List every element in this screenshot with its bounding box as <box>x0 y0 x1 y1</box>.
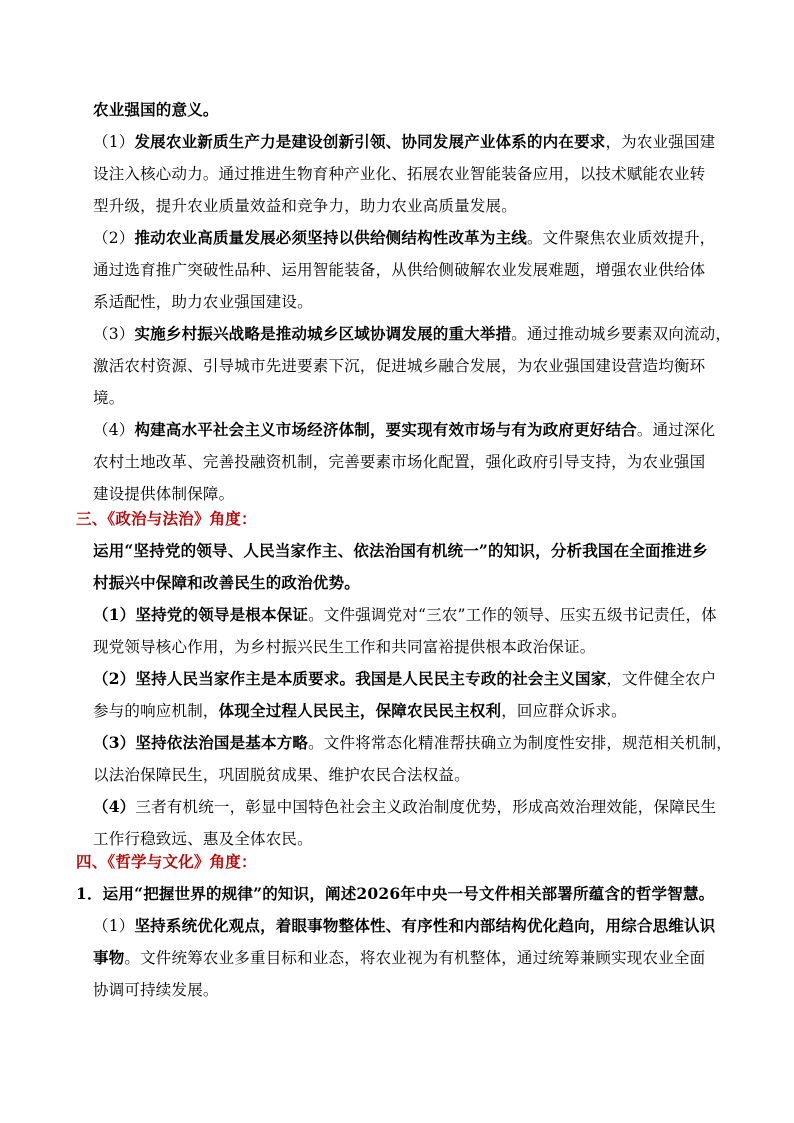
politics-point-1-text: 。文件强调党对“三农”工作的领导、压实五级书记责任，体 <box>308 606 717 624</box>
econ-point-2-number: （2） <box>93 229 135 247</box>
econ-point-4-bold: 构建高水平社会主义市场经济体制，要实现有效市场与有为政府更好结合 <box>134 420 637 439</box>
philosophy-point-1-line-3: 协调可持续发展。 <box>93 981 219 999</box>
politics-point-3-text: 。文件将常态化精准帮扶确立为制度性安排，规范相关机制， <box>308 734 732 752</box>
econ-point-3-number: （3） <box>93 325 135 343</box>
politics-point-4-text: 三者有机统一，彰显中国特色社会主义政治制度优势，形成高效治理效能，保障民生 <box>135 798 717 816</box>
politics-point-2-bold-b: 体现全过程人民民主，保障农民民主权利 <box>218 701 502 720</box>
politics-point-2-text-b: 参与的响应机制， <box>93 702 219 720</box>
philosophy-point-1-number: （1） <box>93 917 135 935</box>
philosophy-point-1-bold-a: 坚持系统优化观点，着眼事物整体性、有序性和内部结构优化趋向，用综合思维认识 <box>134 916 716 935</box>
econ-point-2-line-1 <box>93 228 715 248</box>
econ-point-1-line-3: 型升级，提升农业质量效益和竞争力，助力农业高质量发展。 <box>93 197 517 215</box>
econ-point-2-line-3: 系适配性，助力农业强国建设。 <box>93 293 313 311</box>
philosophy-point-1-bold-b: 事物 <box>93 948 125 967</box>
politics-point-1-bold: 坚持党的领导是根本保证 <box>135 605 309 624</box>
politics-point-1-number: （1） <box>93 605 136 624</box>
philosophy-point-1-line-1 <box>93 916 715 936</box>
econ-point-2-line-2: 通过选育推广突破性品种、运用智能装备，从供给侧破解农业发展难题，增强农业供给体 <box>93 261 706 279</box>
politics-point-2-line-2 <box>93 701 627 721</box>
econ-point-1-line-1 <box>93 132 715 152</box>
politics-point-1-line-1 <box>93 605 717 625</box>
politics-question-line-1: 运用“坚持党的领导、人民当家作主、依法治国有机统一”的知识，分析我国在全面推进乡 <box>93 541 708 560</box>
econ-point-4-line-1 <box>93 420 715 440</box>
politics-point-4-line-2: 工作行稳致远、惠及全体农民。 <box>93 830 313 848</box>
section-intro-tail: 农业强国的意义。 <box>93 100 219 119</box>
econ-point-4-text: 。通过深化 <box>636 421 716 439</box>
econ-point-1-text: ，为农业强国建 <box>605 133 716 151</box>
politics-point-3-bold: 坚持依法治国是基本方略 <box>135 733 309 752</box>
politics-question-line-2: 村振兴中保障和改善民生的政治优势。 <box>93 573 360 592</box>
econ-point-2-bold: 推动农业高质量发展必须坚持以供给侧结构性改革为主线 <box>134 228 527 247</box>
econ-point-3-line-3: 境。 <box>93 389 125 407</box>
politics-point-3-line-2: 以法治保障民生，巩固脱贫成果、维护农民合法权益。 <box>93 766 470 784</box>
politics-point-2-line-1 <box>93 669 716 689</box>
politics-point-2-bold-a: 坚持人民当家作主是本质要求。我国是人民民主专政的社会主义国家 <box>135 669 607 688</box>
econ-point-3-bold: 实施乡村振兴战略是推动城乡区域协调发展的重大举措 <box>134 324 512 343</box>
politics-point-4-number: （4） <box>93 797 136 816</box>
politics-point-3-line-1 <box>93 733 732 753</box>
econ-point-4-number: （4） <box>93 421 135 439</box>
politics-point-2-text-a: ，文件健全农户 <box>606 670 717 688</box>
econ-point-1-line-2: 设注入核心动力。通过推进生物育种产业化、拓展农业智能装备应用，以技术赋能农业转 <box>93 165 706 183</box>
politics-point-4-line-1 <box>93 797 716 817</box>
econ-point-4-line-2: 农村土地改革、完善投融资机制，完善要素市场化配置，强化政府引导支持，为农业强国 <box>93 453 706 471</box>
philosophy-section-heading: 四、《哲学与文化》角度： <box>76 852 257 871</box>
politics-section-heading: 三、《政治与法治》角度： <box>76 509 257 528</box>
philosophy-question: 1．运用“把握世界的规律”的知识，阐述2026年中央一号文件相关部署所蕴含的哲学智慧。 <box>76 884 715 903</box>
econ-point-4-line-3: 建设提供体制保障。 <box>93 485 235 503</box>
politics-point-3-number: （3） <box>93 733 136 752</box>
econ-point-3-text: 。通过推动城乡要素双向流动， <box>511 325 732 343</box>
econ-point-2-text: 。文件聚焦农业质效提升， <box>526 229 716 247</box>
econ-point-1-bold: 发展农业新质生产力是建设创新引领、协同发展产业体系的内在要求 <box>134 132 606 151</box>
politics-point-1-line-2: 现党领导核心作用，为乡村振兴民生工作和共同富裕提供根本政治保证。 <box>93 638 596 656</box>
philosophy-point-1-text-a: 。文件统筹农业多重目标和业态，将农业视为有机整体，通过统筹兼顾实现农业全面 <box>124 949 706 967</box>
econ-point-1-number: （1） <box>93 133 135 151</box>
politics-point-2-text-c: ，回应群众诉求。 <box>501 702 627 720</box>
philosophy-point-1-line-2 <box>93 948 705 968</box>
politics-point-2-number: （2） <box>93 669 136 688</box>
econ-point-3-line-1 <box>93 324 731 344</box>
econ-point-3-line-2: 激活农村资源、引导城市先进要素下沉，促进城乡融合发展，为农业强国建设营造均衡环 <box>93 357 706 375</box>
